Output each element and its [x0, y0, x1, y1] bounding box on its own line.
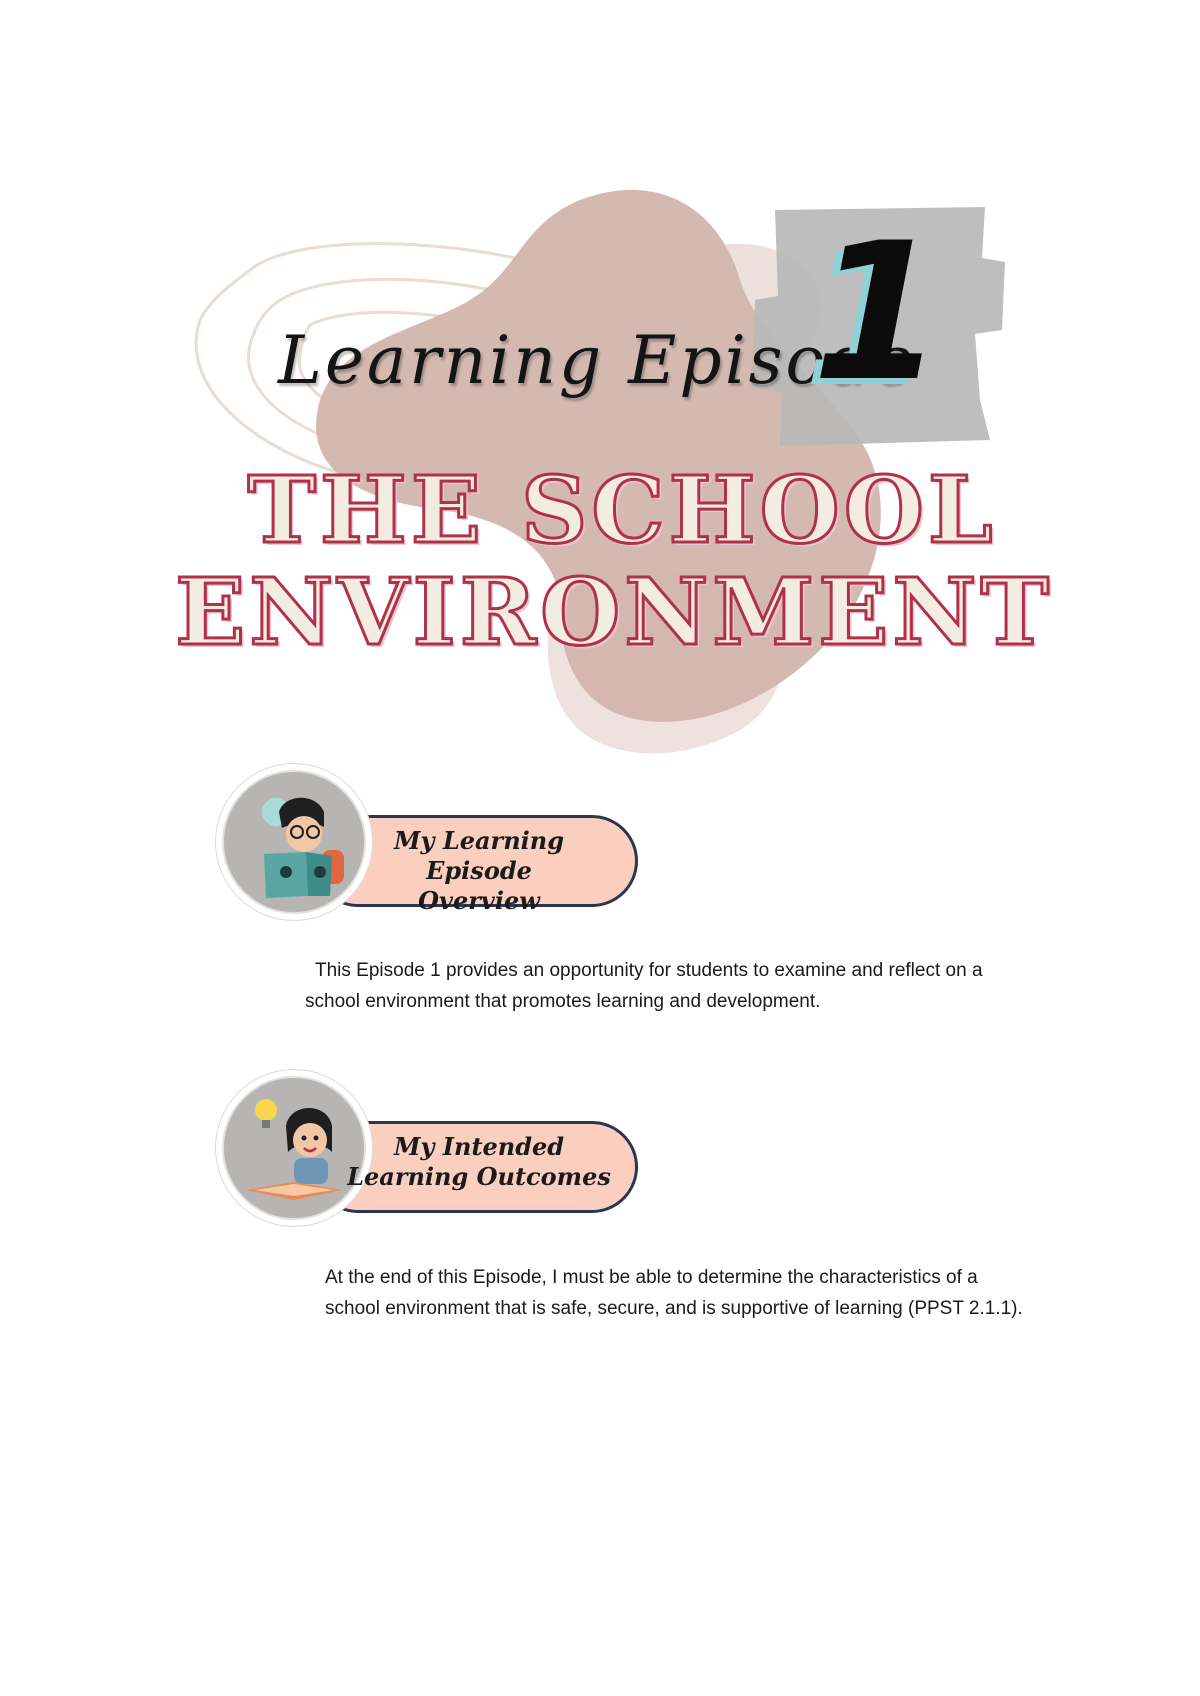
overview-heading-line-1: My Learning Episode	[393, 826, 564, 885]
overview-heading	[344, 826, 614, 916]
episode-label: Learning Episode	[278, 322, 916, 399]
overview-text	[305, 955, 983, 1017]
title-line-2: ENVIRONMENT	[175, 558, 1053, 666]
overview-heading-line-2: Overview	[418, 886, 540, 915]
episode-number: 1	[812, 202, 945, 423]
overview-text-line-1: This Episode 1 provides an opportunity for students to examine and reflect on a	[315, 960, 983, 981]
outcomes-badge	[222, 1076, 642, 1226]
title-line-1: THE SCHOOL	[247, 456, 997, 564]
outcomes-heading-line-2: Learning Outcomes	[347, 1162, 611, 1191]
outcomes-heading	[344, 1132, 614, 1192]
outcomes-heading-line-1: My Intended	[393, 1132, 565, 1161]
overview-text-line-2: school environment that promotes learning and development.	[305, 991, 821, 1012]
outcomes-text-line-2: school environment that is safe, secure, and is supportive of learning (PPST 2.1.1).	[325, 1298, 1023, 1319]
outcomes-text-line-1: At the end of this Episode, I must be able to determine the characteristics of a	[325, 1267, 978, 1288]
overview-badge	[222, 770, 642, 920]
outcomes-text	[325, 1262, 1023, 1324]
